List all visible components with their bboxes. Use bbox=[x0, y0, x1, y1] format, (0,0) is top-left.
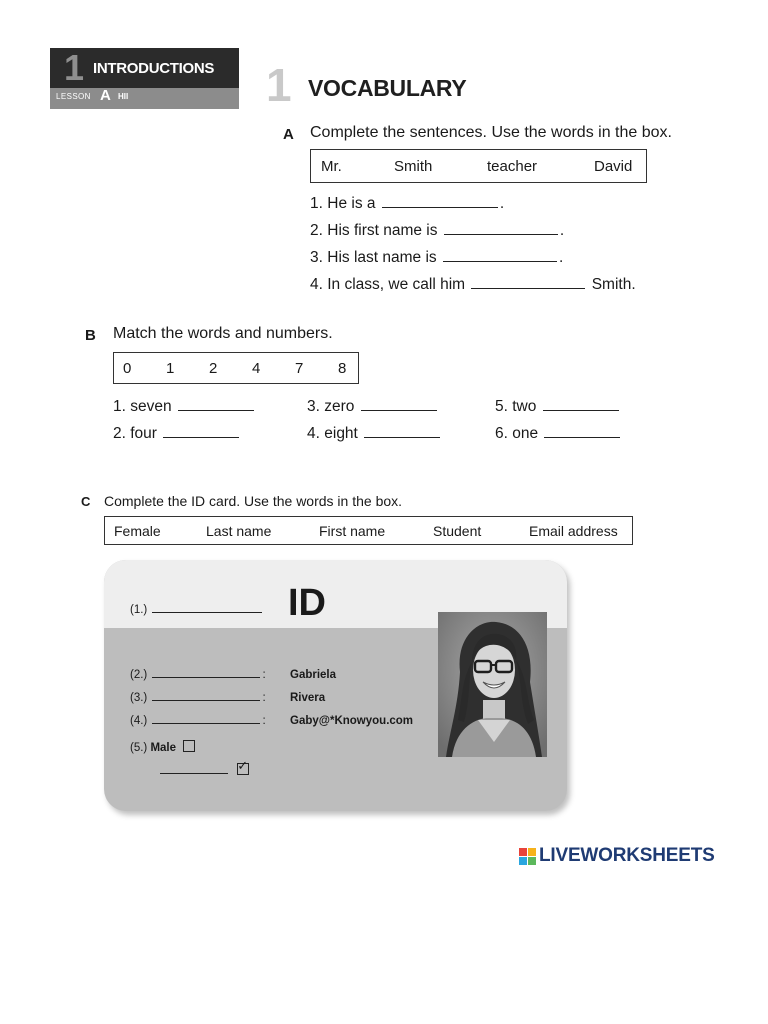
word-box-item: Last name bbox=[206, 522, 272, 539]
word-box-item: Student bbox=[433, 522, 482, 539]
line-number: (3.) bbox=[130, 692, 148, 704]
item-number: 2. bbox=[113, 425, 126, 442]
word-box-item: First name bbox=[319, 522, 386, 539]
answer-blank[interactable] bbox=[471, 287, 585, 289]
number-box-item: 7 bbox=[295, 359, 304, 377]
word-box-item: Smith bbox=[394, 157, 433, 175]
answer-blank[interactable] bbox=[382, 206, 498, 208]
logo-square bbox=[528, 857, 536, 865]
male-label: Male bbox=[150, 742, 177, 754]
unit-badge-top bbox=[50, 48, 239, 88]
item-text-after: . bbox=[559, 222, 565, 239]
item-number: 3. bbox=[310, 249, 323, 266]
unit-title: INTRODUCTIONS bbox=[93, 60, 215, 77]
line-number: (5.) bbox=[130, 742, 148, 754]
id-card-title: ID bbox=[288, 582, 326, 624]
part-a-item-4 bbox=[310, 276, 636, 294]
liveworksheets-logo-icon bbox=[519, 848, 536, 865]
item-number: 4. bbox=[310, 276, 323, 293]
item-number: 6. bbox=[495, 425, 508, 442]
part-a-item-3 bbox=[310, 249, 563, 267]
logo-square bbox=[519, 857, 527, 865]
item-number: 1. bbox=[113, 398, 126, 415]
part-b-item-4 bbox=[307, 425, 442, 443]
colon: : bbox=[262, 692, 266, 704]
id-card-line-1 bbox=[130, 604, 264, 616]
part-a-item-2 bbox=[310, 222, 564, 240]
number-box-item: 0 bbox=[123, 359, 132, 377]
part-b-instruction: Match the words and numbers. bbox=[113, 325, 333, 342]
part-b-item-3 bbox=[307, 398, 439, 416]
logo-square bbox=[528, 848, 536, 856]
unit-badge bbox=[50, 48, 239, 109]
part-b-number-box bbox=[113, 352, 359, 384]
unit-number: 1 bbox=[64, 47, 85, 88]
male-checkbox[interactable] bbox=[183, 740, 195, 752]
check-icon: ✓ bbox=[237, 758, 249, 773]
part-c-letter: C bbox=[81, 494, 91, 509]
line-number: (1.) bbox=[130, 604, 148, 616]
section-number: 1 bbox=[266, 59, 292, 111]
item-text: His first name is bbox=[327, 222, 438, 239]
person-photo-icon bbox=[438, 612, 547, 757]
word-box-item: Email address bbox=[529, 522, 618, 539]
id-card-value-last-name: Rivera bbox=[290, 692, 326, 704]
line-number: (4.) bbox=[130, 715, 148, 727]
part-a-item-1 bbox=[310, 195, 504, 213]
section-title: VOCABULARY bbox=[308, 75, 467, 101]
answer-blank[interactable] bbox=[444, 233, 558, 235]
item-text-after: . bbox=[558, 249, 564, 266]
answer-blank[interactable] bbox=[364, 436, 440, 438]
item-word: eight bbox=[324, 425, 358, 442]
answer-blank[interactable] bbox=[443, 260, 557, 262]
word-box-item: Female bbox=[114, 522, 161, 539]
item-text: He is a bbox=[327, 195, 376, 212]
number-box-item: 1 bbox=[166, 359, 175, 377]
answer-blank[interactable] bbox=[361, 409, 437, 411]
answer-blank[interactable] bbox=[152, 722, 260, 724]
line-number: (2.) bbox=[130, 669, 148, 681]
item-number: 3. bbox=[307, 398, 320, 415]
item-word: seven bbox=[130, 398, 172, 415]
part-b-letter: B bbox=[85, 327, 96, 344]
item-word: two bbox=[512, 398, 537, 415]
brand-name: LIVEWORKSHEETS bbox=[539, 845, 715, 866]
id-card-line-4 bbox=[130, 715, 266, 727]
colon: : bbox=[262, 715, 266, 727]
part-b-item-6 bbox=[495, 425, 622, 443]
answer-blank[interactable] bbox=[152, 699, 260, 701]
word-box-item: teacher bbox=[487, 157, 538, 175]
answer-blank[interactable] bbox=[160, 772, 228, 774]
answer-blank[interactable] bbox=[178, 409, 254, 411]
part-b-item-5 bbox=[495, 398, 621, 416]
logo-square bbox=[519, 848, 527, 856]
part-a-letter: A bbox=[283, 126, 294, 143]
colon: : bbox=[262, 669, 266, 681]
lesson-bar bbox=[50, 88, 239, 109]
id-card-line-6 bbox=[158, 758, 249, 777]
part-c-instruction: Complete the ID card. Use the words in the box. bbox=[104, 493, 403, 509]
id-card bbox=[104, 560, 567, 811]
answer-blank[interactable] bbox=[544, 436, 620, 438]
part-a-word-box bbox=[310, 149, 647, 183]
answer-blank[interactable] bbox=[543, 409, 619, 411]
item-number: 5. bbox=[495, 398, 508, 415]
liveworksheets-brand[interactable] bbox=[519, 845, 715, 867]
number-box-item: 2 bbox=[209, 359, 218, 377]
answer-blank[interactable] bbox=[152, 611, 262, 613]
item-text: In class, we call him bbox=[327, 276, 466, 293]
part-c-word-box bbox=[104, 516, 633, 545]
part-b-item-1 bbox=[113, 398, 256, 416]
lesson-label: LESSON bbox=[56, 92, 91, 101]
number-box-item: 8 bbox=[338, 359, 347, 377]
item-text-after: Smith. bbox=[591, 276, 636, 293]
item-word: zero bbox=[324, 398, 355, 415]
id-card-value-email: Gaby@*Knowyou.com bbox=[290, 715, 414, 727]
item-text: His last name is bbox=[327, 249, 437, 266]
lesson-sub: HII bbox=[118, 92, 129, 101]
item-text-after: . bbox=[499, 195, 505, 212]
answer-blank[interactable] bbox=[152, 676, 260, 678]
item-word: four bbox=[130, 425, 157, 442]
item-number: 2. bbox=[310, 222, 323, 239]
id-card-line-3 bbox=[130, 692, 266, 704]
lesson-letter: A bbox=[100, 87, 111, 104]
word-box-item: Mr. bbox=[321, 157, 342, 175]
id-card-line-5 bbox=[130, 740, 195, 754]
item-word: one bbox=[512, 425, 539, 442]
item-number: 4. bbox=[307, 425, 320, 442]
number-box-item: 4 bbox=[252, 359, 261, 377]
answer-blank[interactable] bbox=[163, 436, 239, 438]
word-box-item: David bbox=[594, 157, 633, 175]
part-a-instruction: Complete the sentences. Use the words in the box. bbox=[310, 124, 672, 141]
id-card-line-2 bbox=[130, 669, 266, 681]
id-card-photo bbox=[438, 612, 547, 757]
part-b-item-2 bbox=[113, 425, 241, 443]
id-card-value-first-name: Gabriela bbox=[290, 669, 337, 681]
item-number: 1. bbox=[310, 195, 323, 212]
checked-checkbox[interactable] bbox=[237, 758, 249, 775]
